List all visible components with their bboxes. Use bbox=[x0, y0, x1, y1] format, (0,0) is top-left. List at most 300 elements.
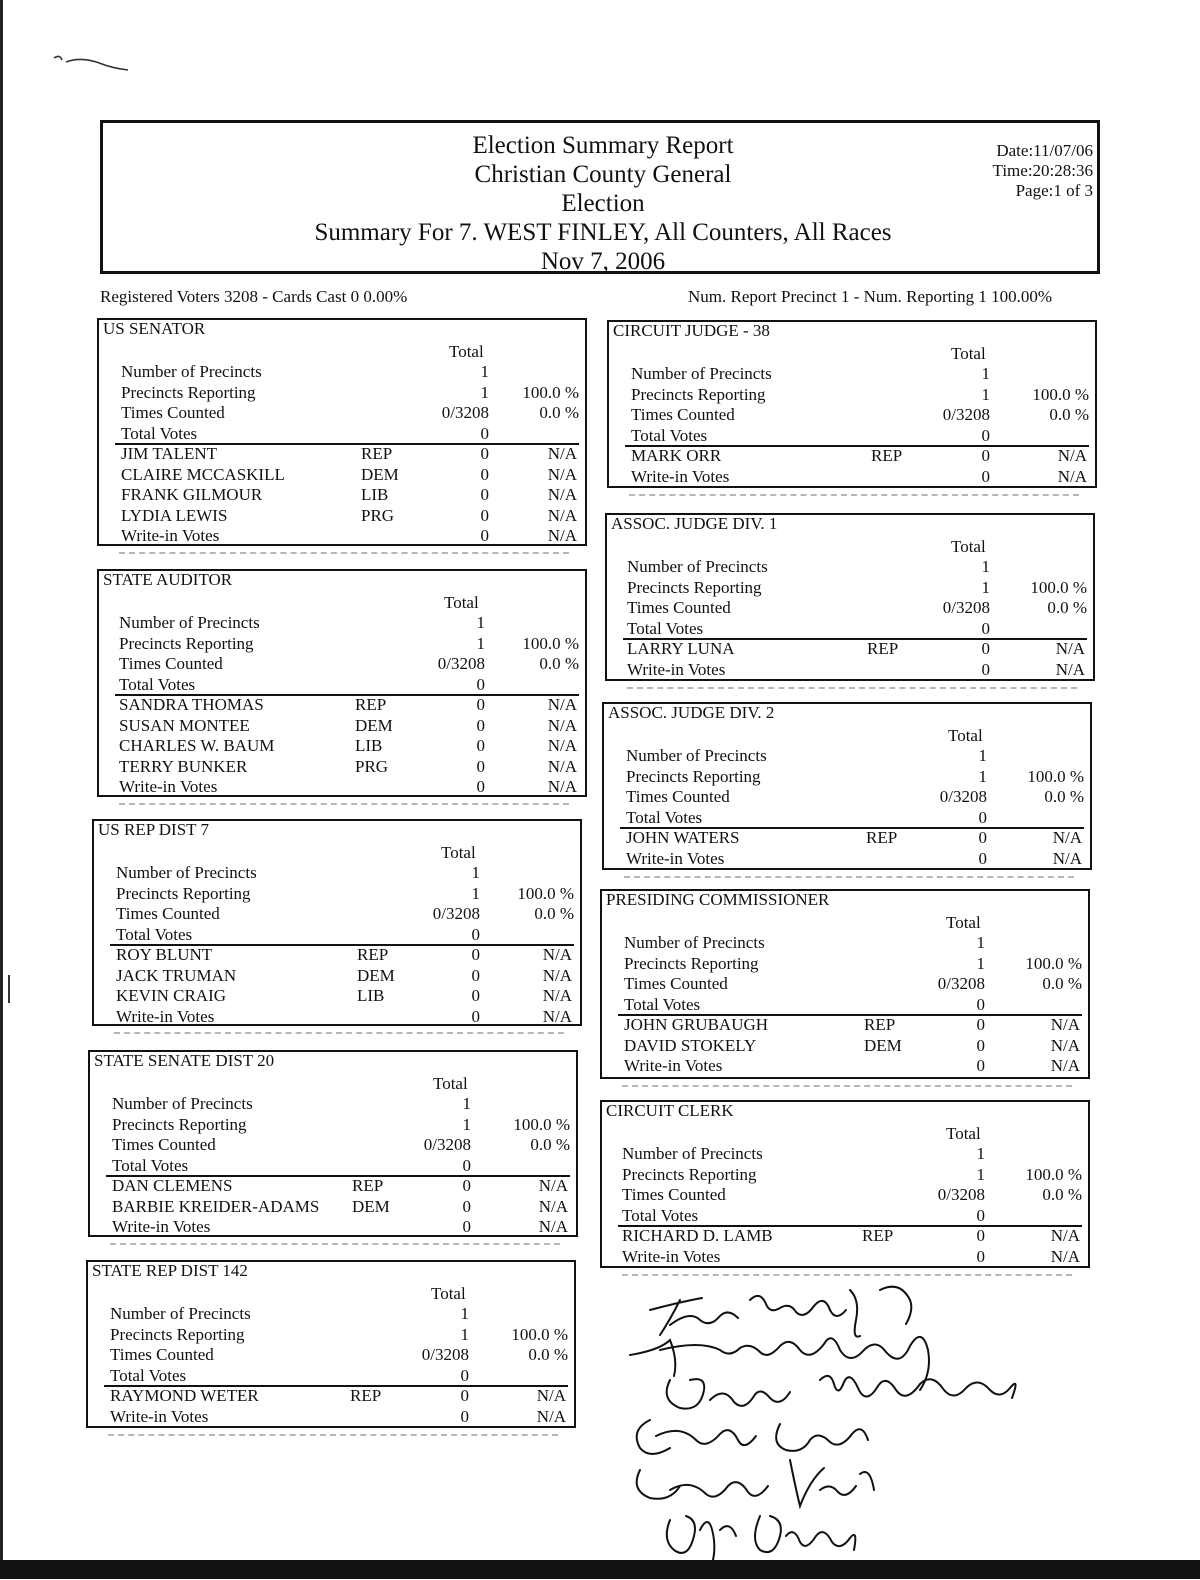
candidate-row bbox=[99, 506, 585, 527]
signature-5 bbox=[637, 1460, 874, 1506]
report-time: Time:20:28:36 bbox=[992, 161, 1093, 180]
stat-value: 1 bbox=[978, 746, 987, 765]
candidate-row bbox=[90, 1217, 576, 1238]
stat-row-number-of-precincts bbox=[602, 933, 1088, 954]
race-title: US SENATOR bbox=[103, 319, 206, 338]
candidate-name: CLAIRE MCCASKILL bbox=[121, 464, 285, 484]
stat-row-precincts-reporting bbox=[90, 1115, 576, 1136]
stat-row-times-counted bbox=[604, 787, 1090, 808]
candidate-name: ROY BLUNT bbox=[116, 945, 213, 964]
race-box-us-rep-dist-7 bbox=[92, 819, 582, 1026]
candidate-row bbox=[602, 1015, 1088, 1036]
stat-label: Times Counted bbox=[624, 974, 728, 993]
candidate-party: REP bbox=[867, 639, 899, 658]
stat-row-number-of-precincts bbox=[94, 863, 580, 884]
stat-value: 1 bbox=[976, 1164, 985, 1184]
stat-value: 0/3208 bbox=[432, 904, 480, 923]
stat-label: Times Counted bbox=[121, 403, 225, 422]
race-box-state-auditor bbox=[97, 569, 587, 797]
candidate-percent: N/A bbox=[538, 1176, 568, 1195]
race-title: STATE REP DIST 142 bbox=[92, 1261, 248, 1280]
signature-4 bbox=[637, 1420, 868, 1454]
stat-row-number-of-precincts bbox=[99, 362, 585, 383]
report-title: Election Summary Report bbox=[472, 132, 734, 159]
report-title-block bbox=[103, 131, 1103, 276]
candidate-votes: 0 bbox=[480, 464, 489, 484]
scan-noise-line bbox=[108, 1434, 558, 1437]
candidate-votes: 0 bbox=[460, 1386, 469, 1405]
race-box-assoc-judge-div-2 bbox=[602, 702, 1092, 870]
stat-label: Precincts Reporting bbox=[627, 577, 762, 597]
stat-percent: 100.0 % bbox=[511, 1324, 568, 1344]
stat-row-total-votes bbox=[604, 808, 1090, 829]
candidate-votes: 0 bbox=[471, 986, 480, 1005]
stat-percent: 0.0 % bbox=[539, 654, 579, 673]
stat-value: 1 bbox=[978, 766, 987, 786]
race-box-state-rep-dist-142 bbox=[86, 1260, 576, 1428]
stat-percent: 100.0 % bbox=[522, 633, 579, 653]
total-column-header: Total bbox=[946, 1124, 981, 1143]
stat-row-number-of-precincts bbox=[604, 746, 1090, 767]
candidate-row bbox=[90, 1197, 576, 1218]
race-title: CIRCUIT JUDGE - 38 bbox=[613, 321, 770, 340]
candidate-votes: 0 bbox=[476, 777, 485, 796]
race-box-circuit-clerk bbox=[600, 1100, 1090, 1268]
candidate-percent: N/A bbox=[547, 715, 577, 735]
stat-row-precincts-reporting bbox=[99, 634, 585, 655]
signature-6 bbox=[667, 1516, 856, 1576]
stat-percent: 0.0 % bbox=[530, 1135, 570, 1154]
candidate-party: DEM bbox=[355, 715, 393, 735]
candidate-votes: 0 bbox=[476, 736, 485, 755]
stat-row-precincts-reporting bbox=[609, 385, 1095, 406]
candidate-party: REP bbox=[871, 446, 903, 465]
stat-row-times-counted bbox=[602, 974, 1088, 995]
candidate-votes: 0 bbox=[462, 1217, 471, 1236]
stat-value: 0 bbox=[978, 807, 987, 827]
candidate-row bbox=[607, 660, 1093, 681]
stat-percent: 100.0 % bbox=[1032, 384, 1089, 404]
stat-percent: 0.0 % bbox=[539, 403, 579, 422]
candidate-row bbox=[99, 444, 585, 465]
stat-label: Number of Precincts bbox=[116, 863, 257, 882]
stat-value: 0 bbox=[471, 924, 480, 944]
stat-row-total-votes bbox=[90, 1156, 576, 1177]
stat-value: 1 bbox=[471, 863, 480, 882]
stat-label: Times Counted bbox=[112, 1135, 216, 1154]
candidate-votes: 0 bbox=[976, 1226, 985, 1245]
stat-row-total-votes bbox=[602, 995, 1088, 1016]
stat-value: 0 bbox=[460, 1365, 469, 1385]
stat-value: 1 bbox=[476, 633, 485, 653]
candidate-party: DEM bbox=[352, 1196, 390, 1216]
candidate-name: SUSAN MONTEE bbox=[119, 715, 250, 735]
candidate-percent: N/A bbox=[1057, 466, 1087, 486]
candidate-name: Write-in Votes bbox=[119, 777, 218, 796]
candidate-party: REP bbox=[862, 1226, 894, 1245]
race-title: ASSOC. JUDGE DIV. 2 bbox=[608, 703, 775, 722]
candidate-row bbox=[99, 526, 585, 547]
stat-value: 0 bbox=[480, 423, 489, 443]
stat-label: Precincts Reporting bbox=[624, 953, 759, 973]
stat-label: Times Counted bbox=[110, 1345, 214, 1364]
race-title: ASSOC. JUDGE DIV. 1 bbox=[611, 514, 778, 533]
election-title: Election bbox=[561, 190, 645, 217]
stat-value: 0 bbox=[976, 1205, 985, 1225]
candidate-row bbox=[604, 828, 1090, 849]
candidate-name: JIM TALENT bbox=[121, 444, 218, 463]
candidate-row bbox=[94, 966, 580, 987]
stat-label: Total Votes bbox=[624, 994, 701, 1014]
candidate-percent: N/A bbox=[547, 526, 577, 545]
candidate-percent: N/A bbox=[547, 777, 577, 796]
candidate-votes: 0 bbox=[978, 828, 987, 847]
candidate-votes: 0 bbox=[476, 715, 485, 735]
stat-value: 1 bbox=[981, 557, 990, 576]
scan-mark bbox=[8, 975, 10, 1003]
race-title: PRESIDING COMMISSIONER bbox=[606, 890, 830, 909]
stat-value: 0/3208 bbox=[939, 787, 987, 806]
candidate-row bbox=[94, 1007, 580, 1028]
scan-noise-line bbox=[622, 1274, 1072, 1277]
candidate-row bbox=[94, 986, 580, 1007]
candidate-row bbox=[602, 1247, 1088, 1268]
stat-row-total-votes bbox=[602, 1206, 1088, 1227]
candidate-percent: N/A bbox=[547, 464, 577, 484]
total-column-header: Total bbox=[431, 1284, 466, 1303]
stat-row-number-of-precincts bbox=[90, 1094, 576, 1115]
candidate-row bbox=[99, 716, 585, 737]
stat-label: Times Counted bbox=[626, 787, 730, 806]
stat-label: Total Votes bbox=[119, 674, 196, 694]
stat-row-precincts-reporting bbox=[607, 578, 1093, 599]
candidate-party: PRG bbox=[361, 505, 395, 525]
stat-label: Number of Precincts bbox=[627, 557, 768, 576]
candidate-name: JACK TRUMAN bbox=[116, 965, 237, 985]
stat-label: Total Votes bbox=[626, 807, 703, 827]
registered-voters-summary: Registered Voters 3208 - Cards Cast 0 0.00% bbox=[100, 287, 408, 306]
candidate-row bbox=[99, 695, 585, 716]
stat-percent: 0.0 % bbox=[1044, 787, 1084, 806]
stat-value: 0 bbox=[981, 618, 990, 638]
stat-value: 0/3208 bbox=[937, 1185, 985, 1204]
candidate-party: REP bbox=[352, 1176, 384, 1195]
stat-row-total-votes bbox=[609, 426, 1095, 447]
stat-row-total-votes bbox=[99, 424, 585, 445]
stat-row-precincts-reporting bbox=[94, 884, 580, 905]
signature-2 bbox=[630, 1337, 929, 1390]
candidate-party: REP bbox=[361, 444, 393, 463]
stat-label: Number of Precincts bbox=[112, 1094, 253, 1113]
candidate-percent: N/A bbox=[542, 945, 572, 964]
candidate-row bbox=[609, 467, 1095, 488]
stat-label: Precincts Reporting bbox=[626, 766, 761, 786]
stat-label: Times Counted bbox=[631, 405, 735, 424]
candidate-name: JOHN GRUBAUGH bbox=[624, 1015, 769, 1034]
candidate-votes: 0 bbox=[471, 965, 480, 985]
candidate-party: REP bbox=[864, 1015, 896, 1034]
candidate-percent: N/A bbox=[1052, 828, 1082, 847]
stat-row-precincts-reporting bbox=[604, 767, 1090, 788]
candidate-party: DEM bbox=[864, 1035, 902, 1055]
stat-percent: 0.0 % bbox=[534, 904, 574, 923]
stat-label: Times Counted bbox=[627, 598, 731, 617]
candidate-votes: 0 bbox=[480, 485, 489, 504]
stat-value: 1 bbox=[476, 613, 485, 632]
total-column-header: Total bbox=[444, 593, 479, 612]
candidate-percent: N/A bbox=[547, 485, 577, 504]
stat-label: Precincts Reporting bbox=[116, 883, 251, 903]
candidate-percent: N/A bbox=[1055, 659, 1085, 679]
stat-value: 0 bbox=[462, 1155, 471, 1175]
candidate-percent: N/A bbox=[1050, 1035, 1080, 1055]
stat-label: Times Counted bbox=[116, 904, 220, 923]
candidate-name: Write-in Votes bbox=[622, 1246, 721, 1266]
race-title: STATE AUDITOR bbox=[103, 570, 233, 589]
stat-value: 1 bbox=[462, 1114, 471, 1134]
stat-value: 0/3208 bbox=[942, 405, 990, 424]
stat-row-total-votes bbox=[94, 925, 580, 946]
candidate-party: DEM bbox=[357, 965, 395, 985]
stat-label: Total Votes bbox=[622, 1205, 699, 1225]
candidate-votes: 0 bbox=[480, 444, 489, 463]
stat-label: Number of Precincts bbox=[110, 1304, 251, 1323]
candidate-name: LARRY LUNA bbox=[627, 639, 735, 658]
candidate-votes: 0 bbox=[976, 1056, 985, 1075]
stat-label: Number of Precincts bbox=[121, 362, 262, 381]
total-column-header: Total bbox=[946, 913, 981, 932]
candidate-votes: 0 bbox=[981, 659, 990, 679]
stat-label: Precincts Reporting bbox=[110, 1324, 245, 1344]
candidate-votes: 0 bbox=[978, 848, 987, 868]
stat-value: 1 bbox=[462, 1094, 471, 1113]
candidate-percent: N/A bbox=[547, 505, 577, 525]
stat-label: Precincts Reporting bbox=[112, 1114, 247, 1134]
election-date: Nov 7, 2006 bbox=[540, 248, 666, 275]
candidate-name: Write-in Votes bbox=[624, 1056, 723, 1075]
candidate-row bbox=[99, 757, 585, 778]
candidate-name: Write-in Votes bbox=[110, 1406, 209, 1426]
stat-value: 1 bbox=[981, 364, 990, 383]
candidate-name: Write-in Votes bbox=[121, 526, 220, 545]
candidate-row bbox=[602, 1036, 1088, 1057]
candidate-row bbox=[94, 945, 580, 966]
stat-value: 1 bbox=[976, 1144, 985, 1163]
candidate-percent: N/A bbox=[1050, 1056, 1080, 1075]
candidate-party: LIB bbox=[355, 736, 383, 755]
candidate-name: TERRY BUNKER bbox=[119, 756, 248, 776]
stat-percent: 0.0 % bbox=[1049, 405, 1089, 424]
signature-1 bbox=[650, 1287, 911, 1337]
candidate-party: REP bbox=[357, 945, 389, 964]
stat-row-number-of-precincts bbox=[99, 613, 585, 634]
candidate-row bbox=[88, 1386, 574, 1407]
race-box-circuit-judge-38 bbox=[607, 320, 1097, 488]
candidate-percent: N/A bbox=[1057, 446, 1087, 465]
candidate-name: Write-in Votes bbox=[626, 848, 725, 868]
stat-label: Total Votes bbox=[121, 423, 198, 443]
total-column-header: Total bbox=[951, 344, 986, 363]
candidate-percent: N/A bbox=[547, 756, 577, 776]
candidate-party: REP bbox=[350, 1386, 382, 1405]
candidate-row bbox=[99, 465, 585, 486]
stat-value: 0/3208 bbox=[421, 1345, 469, 1364]
candidate-votes: 0 bbox=[981, 639, 990, 658]
stat-row-total-votes bbox=[607, 619, 1093, 640]
county-title: Christian County General bbox=[474, 161, 732, 188]
stat-label: Times Counted bbox=[622, 1185, 726, 1204]
candidate-votes: 0 bbox=[476, 695, 485, 714]
stat-label: Total Votes bbox=[631, 425, 708, 445]
candidate-name: Write-in Votes bbox=[116, 1006, 215, 1026]
candidate-votes: 0 bbox=[480, 526, 489, 545]
candidate-percent: N/A bbox=[538, 1217, 568, 1236]
summary-scope: Summary For 7. WEST FINLEY, All Counters, All Races bbox=[314, 219, 892, 246]
stat-value: 0/3208 bbox=[437, 654, 485, 673]
total-column-header: Total bbox=[433, 1074, 468, 1093]
stat-row-times-counted bbox=[607, 598, 1093, 619]
stat-value: 0 bbox=[976, 994, 985, 1014]
stat-label: Times Counted bbox=[119, 654, 223, 673]
candidate-name: LYDIA LEWIS bbox=[121, 505, 228, 525]
stat-value: 1 bbox=[976, 933, 985, 952]
candidate-percent: N/A bbox=[1055, 639, 1085, 658]
stat-label: Precincts Reporting bbox=[121, 382, 256, 402]
race-box-us-senator bbox=[97, 318, 587, 546]
candidate-name: CHARLES W. BAUM bbox=[119, 736, 275, 755]
precinct-reporting-summary: Num. Report Precinct 1 - Num. Reporting 1 100.00% bbox=[688, 287, 1053, 306]
candidate-name: Write-in Votes bbox=[631, 466, 730, 486]
stat-label: Number of Precincts bbox=[622, 1144, 763, 1163]
stat-percent: 0.0 % bbox=[1042, 974, 1082, 993]
stat-label: Number of Precincts bbox=[624, 933, 765, 952]
race-title: US REP DIST 7 bbox=[98, 820, 209, 839]
candidate-percent: N/A bbox=[1050, 1226, 1080, 1245]
stat-row-number-of-precincts bbox=[609, 364, 1095, 385]
stat-label: Number of Precincts bbox=[631, 364, 772, 383]
candidate-row bbox=[99, 485, 585, 506]
stat-label: Total Votes bbox=[112, 1155, 189, 1175]
candidate-percent: N/A bbox=[542, 965, 572, 985]
candidate-votes: 0 bbox=[476, 756, 485, 776]
stat-label: Number of Precincts bbox=[626, 746, 767, 765]
page-number: Page:1 of 3 bbox=[1015, 181, 1093, 200]
candidate-votes: 0 bbox=[480, 505, 489, 525]
stat-value: 1 bbox=[460, 1324, 469, 1344]
stat-row-precincts-reporting bbox=[602, 954, 1088, 975]
candidate-row bbox=[609, 446, 1095, 467]
candidate-name: KEVIN CRAIG bbox=[116, 986, 227, 1005]
candidate-votes: 0 bbox=[471, 945, 480, 964]
candidate-percent: N/A bbox=[1050, 1015, 1080, 1034]
stat-percent: 100.0 % bbox=[1030, 577, 1087, 597]
stat-percent: 0.0 % bbox=[528, 1345, 568, 1364]
candidate-votes: 0 bbox=[471, 1006, 480, 1026]
margin-scribble bbox=[52, 50, 132, 76]
stat-value: 1 bbox=[981, 384, 990, 404]
candidate-row bbox=[99, 777, 585, 798]
signatures bbox=[610, 1280, 1040, 1580]
stat-percent: 0.0 % bbox=[1042, 1185, 1082, 1204]
candidate-party: REP bbox=[866, 828, 898, 847]
candidate-party: LIB bbox=[361, 485, 389, 504]
candidate-party: LIB bbox=[357, 986, 385, 1005]
stat-row-times-counted bbox=[609, 405, 1095, 426]
candidate-percent: N/A bbox=[536, 1386, 566, 1405]
stat-label: Total Votes bbox=[627, 618, 704, 638]
candidate-row bbox=[90, 1176, 576, 1197]
candidate-votes: 0 bbox=[981, 446, 990, 465]
stat-value: 0/3208 bbox=[423, 1135, 471, 1154]
candidate-row bbox=[99, 736, 585, 757]
candidate-percent: N/A bbox=[1050, 1246, 1080, 1266]
report-date: Date:11/07/06 bbox=[996, 141, 1093, 160]
race-title: STATE SENATE DIST 20 bbox=[94, 1051, 275, 1070]
candidate-name: MARK ORR bbox=[631, 446, 722, 465]
candidate-percent: N/A bbox=[542, 1006, 572, 1026]
candidate-votes: 0 bbox=[462, 1196, 471, 1216]
stat-value: 0 bbox=[981, 425, 990, 445]
stat-value: 1 bbox=[471, 883, 480, 903]
report-header bbox=[100, 120, 1100, 274]
candidate-votes: 0 bbox=[462, 1176, 471, 1195]
race-box-state-senate-dist-20 bbox=[88, 1050, 578, 1237]
stat-value: 1 bbox=[480, 382, 489, 402]
scan-noise-line bbox=[627, 687, 1077, 690]
total-column-header: Total bbox=[951, 537, 986, 556]
stat-value: 0/3208 bbox=[942, 598, 990, 617]
stat-row-precincts-reporting bbox=[99, 383, 585, 404]
candidate-row bbox=[602, 1226, 1088, 1247]
candidate-percent: N/A bbox=[538, 1196, 568, 1216]
report-meta bbox=[993, 141, 1093, 201]
scan-noise-line bbox=[114, 1032, 564, 1035]
stat-label: Total Votes bbox=[116, 924, 193, 944]
stat-value: 1 bbox=[976, 953, 985, 973]
candidate-percent: N/A bbox=[547, 444, 577, 463]
stat-label: Precincts Reporting bbox=[119, 633, 254, 653]
candidate-name: DAVID STOKELY bbox=[624, 1035, 757, 1055]
total-column-header: Total bbox=[449, 342, 484, 361]
candidate-votes: 0 bbox=[976, 1246, 985, 1266]
stat-label: Precincts Reporting bbox=[631, 384, 766, 404]
candidate-name: JOHN WATERS bbox=[626, 828, 740, 847]
race-box-presiding-commissioner bbox=[600, 889, 1090, 1079]
candidate-row bbox=[607, 639, 1093, 660]
stat-row-times-counted bbox=[88, 1345, 574, 1366]
stat-row-precincts-reporting bbox=[88, 1325, 574, 1346]
candidate-votes: 0 bbox=[976, 1015, 985, 1034]
stat-row-times-counted bbox=[602, 1185, 1088, 1206]
candidate-percent: N/A bbox=[536, 1406, 566, 1426]
candidate-name: Write-in Votes bbox=[112, 1217, 211, 1236]
stat-percent: 100.0 % bbox=[513, 1114, 570, 1134]
candidate-party: DEM bbox=[361, 464, 399, 484]
total-column-header: Total bbox=[948, 726, 983, 745]
candidate-party: REP bbox=[355, 695, 387, 714]
candidate-name: BARBIE KREIDER-ADAMS bbox=[112, 1196, 320, 1216]
stat-value: 1 bbox=[981, 577, 990, 597]
stat-row-number-of-precincts bbox=[602, 1144, 1088, 1165]
stat-percent: 100.0 % bbox=[1025, 953, 1082, 973]
stat-value: 1 bbox=[480, 362, 489, 381]
scan-noise-line bbox=[622, 1085, 1072, 1088]
stat-percent: 100.0 % bbox=[517, 883, 574, 903]
total-column-header: Total bbox=[441, 843, 476, 862]
stat-row-number-of-precincts bbox=[607, 557, 1093, 578]
candidate-votes: 0 bbox=[460, 1406, 469, 1426]
candidate-party: PRG bbox=[355, 756, 389, 776]
